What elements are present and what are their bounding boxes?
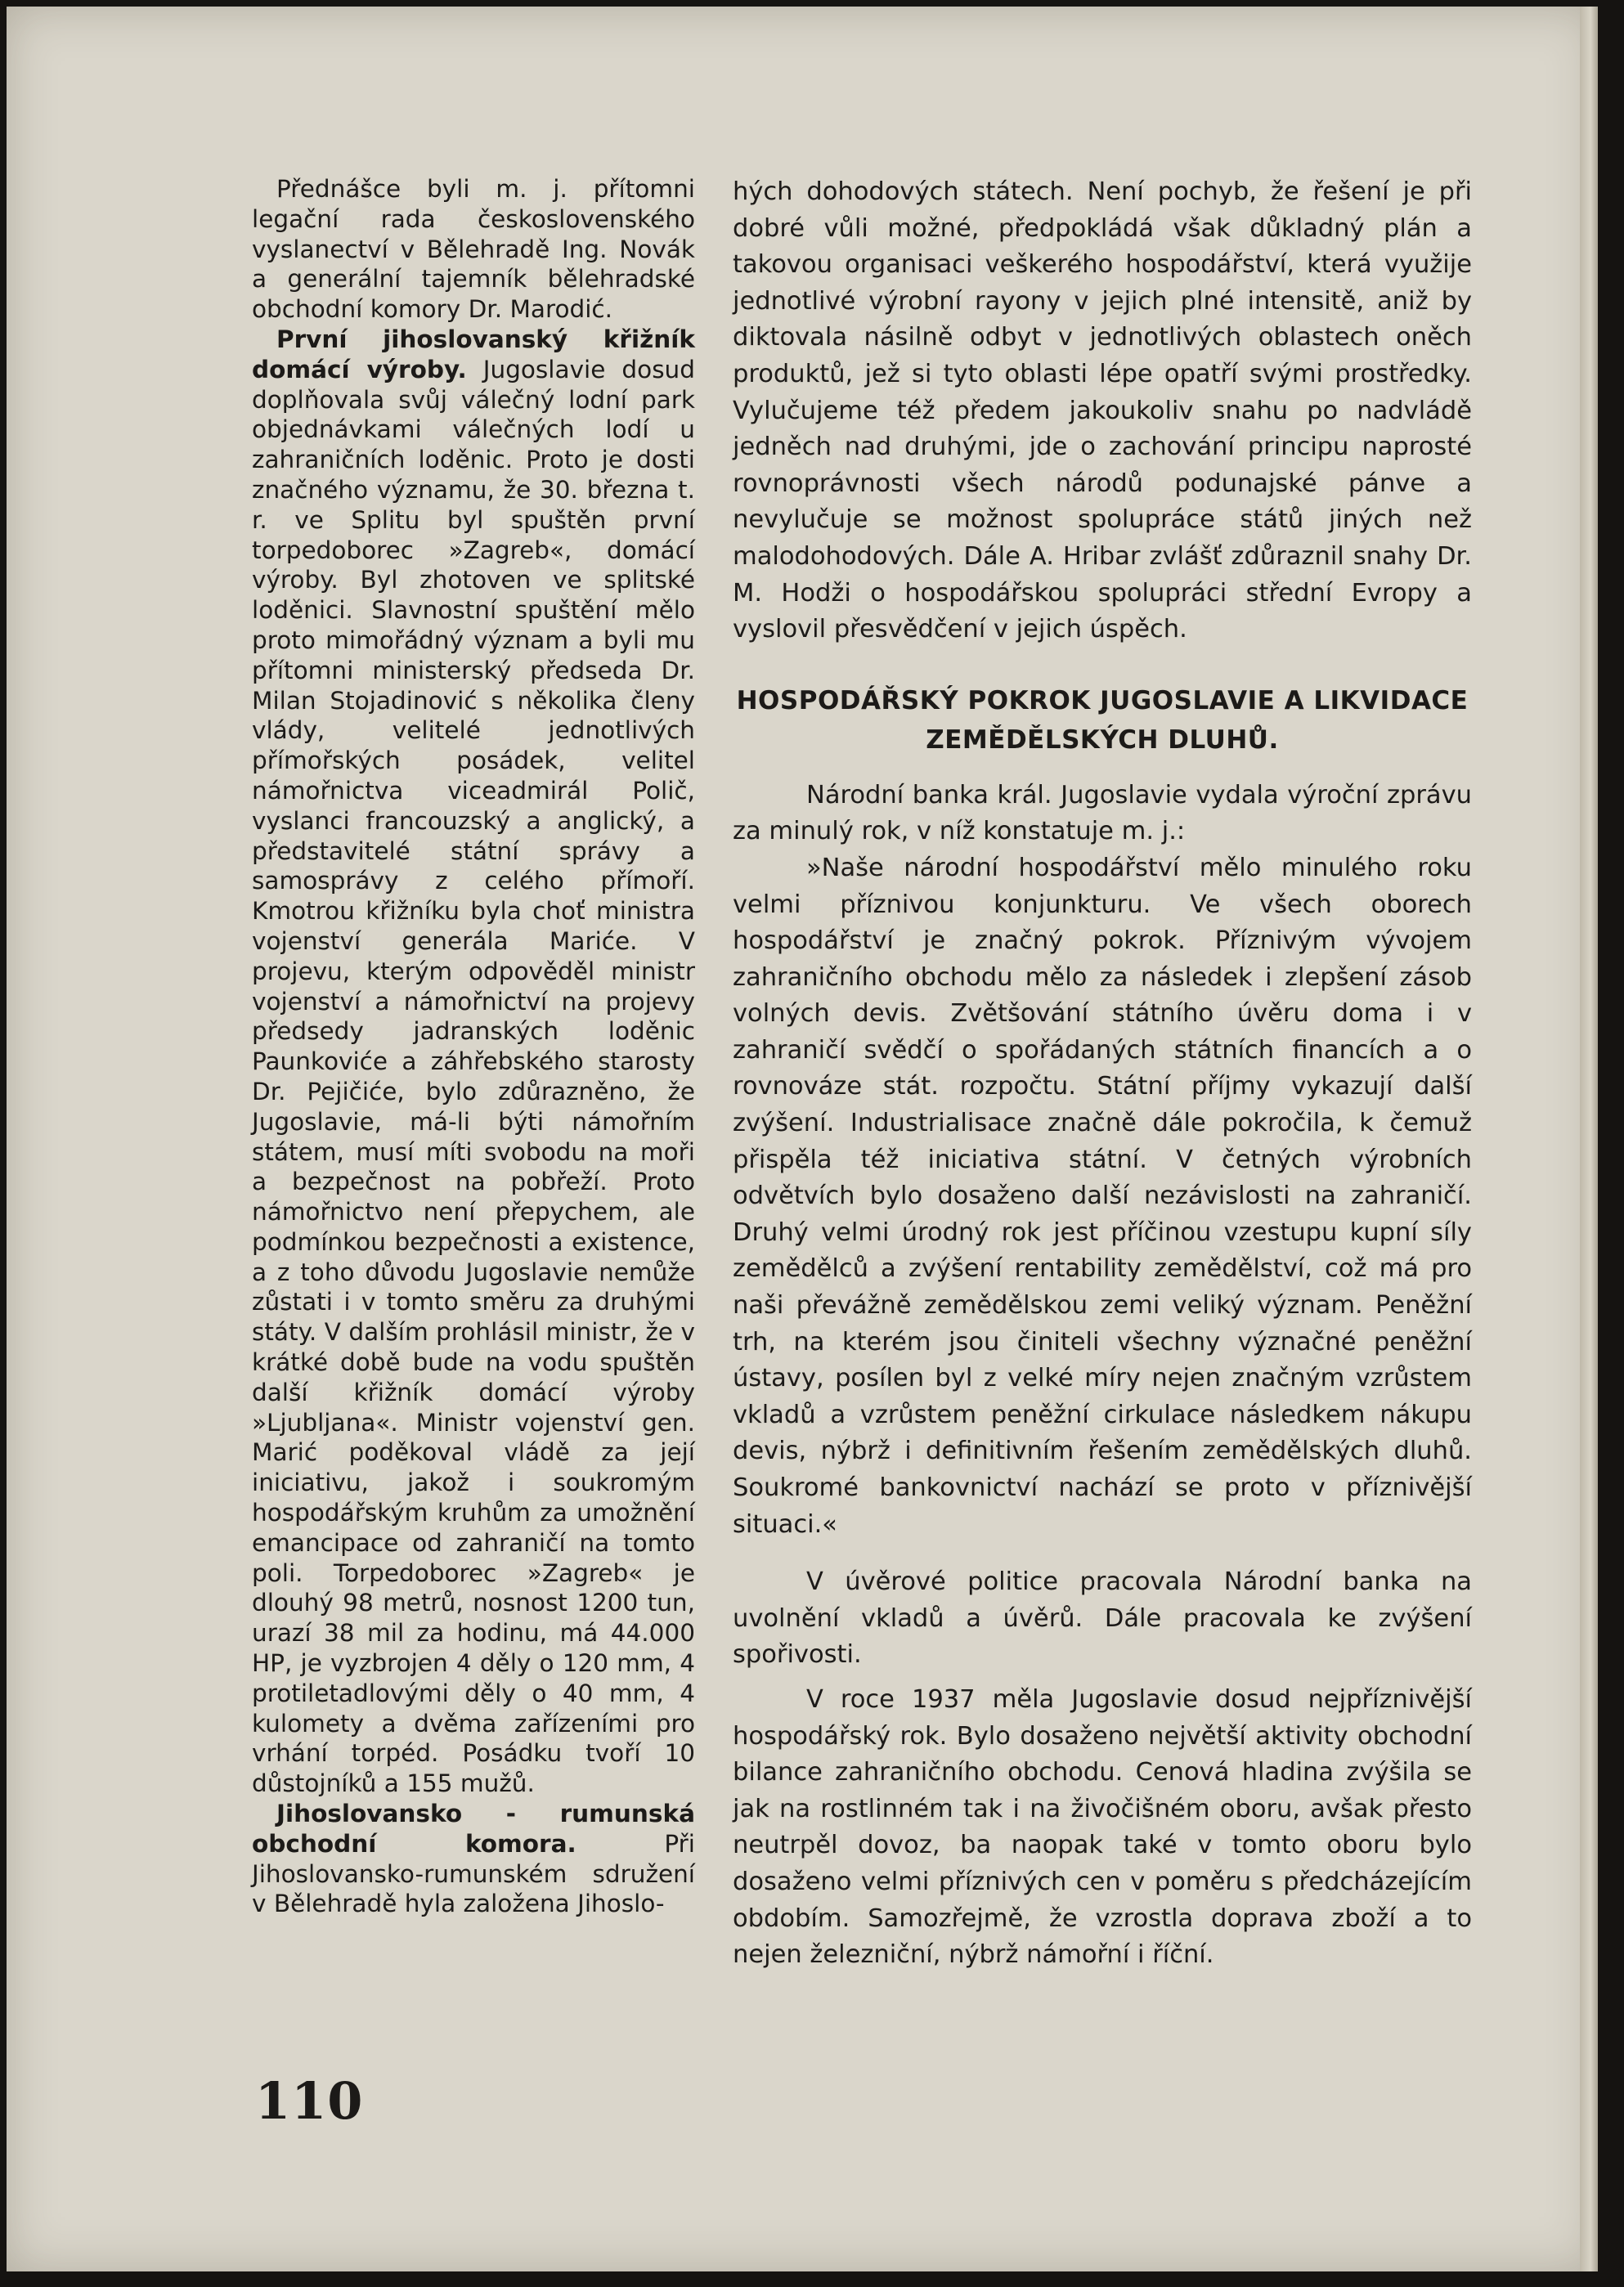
paragraph-year-1937: V roce 1937 měla Jugoslavie dosud nejpříznivější hospodářský rok. Bylo dosaženo největší aktivity obchodní bilance zahraničního obchodu. Cenová hladina zvýšila se jak na rostlinném tak i na živočišném oboru, avšak přesto neutrpěl dovoz, ba naopak také v tomto oboru bylo dosaženo velmi příznivých cen v poměru s předcházejícím obdobím. Samozřejmě, že vzrostla doprava zboží a to nejen železniční, nýbrž námořní i říční. <box>733 1684 1472 1970</box>
paragraph-national-bank: Národní banka král. Jugoslavie vydala výroční zprávu za minulý rok, v níž konstatuje m. j.: <box>733 780 1472 846</box>
paragraph-continuation: hých dohodových státech. Není pochyb, že řešení je při dobré vůli možné, předpokládá však důkladný plán a takovou organisaci veškerého hospodářství, která využije jednotlivé výrobní rayony v jejich plné intensitě, aniž by diktovala násilně odbyt v jednotlivých oblastech oněch produktů, jež si tyto oblasti lépe opatří svými prostředky. Vylučujeme též předem jakoukoliv snahu po nadvládě jedněch nad druhými, jde o zachování principu naprosté rovnoprávnosti všech národů podunajské pánve a nevylučuje se možnost spolupráce států jiných než malodohodových. Dále A. Hribar zvlášť zdůraznil snahy Dr. M. Hodži o hospodářskou spolupráci střední Evropy a vyslovil přesvědčení v jejich úspěch. <box>733 177 1472 644</box>
section-heading: HOSPODÁŘSKÝ POKROK JUGOSLAVIE A LIKVIDACE ZEMĚDĚLSKÝCH DLUHŮ. <box>736 685 1469 755</box>
page-number: 110 <box>255 2071 364 2131</box>
left-column <box>252 174 695 1919</box>
book-spine-edge <box>1580 7 1598 2271</box>
run-in-title-chamber: Jihoslovansko - rumunská obchodní komora. <box>252 1800 695 1858</box>
right-column <box>733 174 1472 1974</box>
paragraph-first-cruiser <box>252 325 695 1799</box>
paragraph-credit-policy: V úvěrové politice pracovala Národní banka na uvolnění vkladů a úvěrů. Dále pracovala ke zvýšení spořivosti. <box>733 1567 1472 1670</box>
paragraph-quote: »Naše národní hospodářství mělo minulého roku velmi příznivou konjunkturu. Ve všech oborech hospodářství je značný pokrok. Příznivým vývojem zahraničního obchodu mělo za následek i zlepšení zásob volných devis. Zvětšování státního úvěru doma i v zahraničí svědčí o spořádaných státních financích a o rovnováze stát. rozpočtu. Státní příjmy vykazují další zvýšení. Industrialisace značně dále pokročila, k čemuž přispěla též iniciativa státní. V četných výrobních odvětvích bylo dosaženo další nezávislosti na zahraničí. Druhý velmi úrodný rok jest příčinou vzestupu kupní síly zemědělců a zvýšení rentability zemědělství, což má pro naši převážně zemědělskou zemi veliký význam. Peněžní trh, na kterém jsou činiteli všechny význačné peněžní ústavy, posílen byl z velké míry nejen značným vzrůstem vkladů a vzrůstem peněžní cirkulace následkem nákupu devis, nýbrž i definitivním řešením zemědělských dluhů. Soukromé bankovnictví nachází se proto v příznivější situaci.« <box>733 853 1472 1539</box>
paragraph-chamber-body: Při Jihoslovansko-rumunském sdružení v Bělehradě hyla založena Jihoslo- <box>252 1829 695 1918</box>
paragraph-lecture-attendees: Přednášce byli m. j. přítomni legační rada československého vyslanectví v Bělehradě Ing. Novák a generální tajemník bělehradské obchodní komory Dr. Marodić. <box>252 175 695 324</box>
run-in-title-cruiser: První jihoslovanský křižník domácí výroby. <box>252 325 695 383</box>
book-page <box>7 7 1598 2271</box>
paragraph-chamber-of-commerce <box>252 1799 695 1919</box>
paragraph-cruiser-body: Jugoslavie dosud doplňovala svůj válečný lodní park objednávkami válečných lodí u zahraničních loděnic. Proto je dosti značného významu, že 30. března t. r. ve Splitu byl spuštěn první torpedoborec »Zagreb«, domácí výroby. Byl zhotoven ve splitské loděnici. Slavnostní spuštění mělo proto mimořádný význam a byli mu přítomni ministerský předseda Dr. Milan Stojadinović s několika členy vlády, velitelé jednotlivých přímořských posádek, velitel námořnictva viceadmirál Polič, vyslanci francouzský a anglický, a představitelé státní správy a samosprávy z celého přímoří. Kmotrou křižníku byla choť ministra vojenství generála Mariće. V projevu, kterým odpověděl ministr vojenství a námořnictví na projevy předsedy jadranských loděnic Paunkoviće a záhřebského starosty Dr. Pejičiće, bylo zdůrazněno, že Jugoslavie, má-li býti námořním státem, musí míti svobodu na moři a bezpečnost na pobřeží. Proto námořnictvo není přepychem, ale podmínkou bezpečnosti a existence, a z toho důvodu Jugoslavie nemůže zůstati i v tomto směru za druhými státy. V dalším prohlásil ministr, že v krátké době bude na vodu spuštěn další křižník domácí výroby »Ljubljana«. Ministr vojenství gen. Marić poděkoval vládě za její iniciativu, jakož i soukromým hospodářským kruhům za umožnění emancipace od zahraničí na tomto poli. Torpedoborec »Zagreb« je dlouhý 98 metrů, nosnost 1200 tun, urazí 38 mil za hodinu, má 44.000 HP, je vyzbrojen 4 děly o 120 mm, 4 protiletadlovými děly o 40 mm, 4 kulomety a dvěma zařízeními pro vrhání torpéd. Posádku tvoří 10 důstojníků a 155 mužů. <box>252 355 695 1798</box>
